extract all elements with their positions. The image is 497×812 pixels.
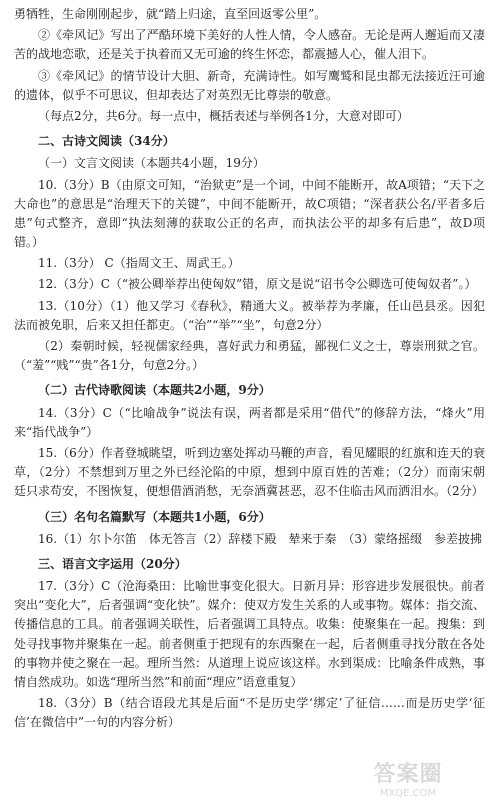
answer-14: 14.（3分）C（“比喻战争”说法有误，两者都是采用“借代”的修辞方法，“烽火”用来“指代战争”） [14,405,485,439]
answer-11: 11.（3分） C（指周文王、周武王。） [38,256,240,271]
section-heading-classical: 二、古诗文阅读（34分） [38,134,175,149]
subsection-heading-poetry: （二）古代诗歌阅读（本题共2小题，9分） [38,383,271,398]
scoring-note: （每点2分，共6分。每一点中，概括表述与举例各1分，大意对即可） [38,108,409,123]
paragraph-point-3: ③《牵风记》的情节设计大胆、新奇，充满诗性。如写鹰鹫和昆虫都无法接近汪可逾的遗体，似乎不可思议，但却表达了对英烈无比尊崇的敬意。 [14,68,485,102]
paragraph-continuation: 勇牺牲，生命刚刚起步，就“踏上归途，直至回返零公里”。 [14,7,327,21]
site-watermark [333,756,483,806]
answer-17: 17.（3分）C（沧海桑田：比喻世事变化很大。日新月异：形容进步发展很快。前者突出“变化大”，后者强调“变化快”。媒介：使双方发生关系的人或事物。媒体：指交流、传播信息的工具。前者强调关联性，后者强调工具特点。收集：使聚集在一起。搜集：到处寻找事物并聚集在一起。前者侧重于把现有的东西聚在一起，后者侧重寻找分散在各处的事物并使之聚在一起。理所当然：从道理上说应该这样。水到渠成：比喻条件成熟，事情自然成功。如选“理所当然”和前面“理应”语意重复） [14,579,485,689]
answer-15: 15.（6分）作者登城眺望，听到边塞处挥动马鞭的声音，看见耀眼的红旗和连天的衰草，（2分）不禁想到万里之外已经沦陷的中原，想到中原百姓的苦难；（2分）而南宋朝廷只求苟安，不图恢复，便想借酒消愁，无奈酒冀甚恶，忍不住临击风而洒泪水。（2分） [14,445,485,499]
answer-13-part-1: 13.（10分）（1）他又学习《春秋》，精通大义。被举荐为孝廉，任山邑县丞。因犯法而被免职，后来又担任都吏。（“治”“举”“坐”，句意2分） [14,298,485,332]
section-heading-language: 三、语言文字运用（20分） [38,556,187,571]
answer-10: 10.（3分）B（由原文可知，“治狱吏”是一个词，中间不能断开，故A项错；“天下之大命也”的意思是“治理天下的关键”，中间不能断开，故C项错；“深者获公名/平者多后患”句式整齐，意即“执法刻薄的获取公正的名声，而执法公平的却多有后患”，故D项错。） [14,177,485,250]
answer-12: 12.（3分）C（“被公卿举荐出使匈奴”错，原文是说“诏书令公卿选可使匈奴者”。） [38,277,477,292]
subsection-heading-dictation: （三）名句名篇默写（本题共1小题，6分） [38,509,271,524]
paragraph-point-2: ②《牵风记》写出了严酷环境下美好的人性人情，令人感奋。无论是两人邂逅而又凄苦的战地恋歌，还是关于执着而又无可逾的终生怀恋，都震撼人心，催人泪下。 [14,28,485,62]
answer-16: 16.（1）尔卜尔笛 体无答言（2）辞楼下殿 辇来于秦 （3）蒙络摇缀 参差披拂 [38,531,482,546]
watermark-domain: MXQE.COM [379,787,437,799]
subsection-heading-prose: （一）文言文阅读（本题共4小题，19分） [38,156,265,171]
answer-18: 18.（3分）B（结合语段尤其是后面“不是历史学‘绑定’了征信……而是历史学‘征信’在微信中”一句的内容分析） [14,696,485,730]
watermark-title: 答案圈 [373,762,443,788]
answer-13-part-2: （2）秦朝时候，轻视儒家经典，喜好武力和勇猛，鄙视仁义之士，尊崇刑狱之官。（“羞”“贱”“贵”各1分，句意2分。） [14,339,485,373]
